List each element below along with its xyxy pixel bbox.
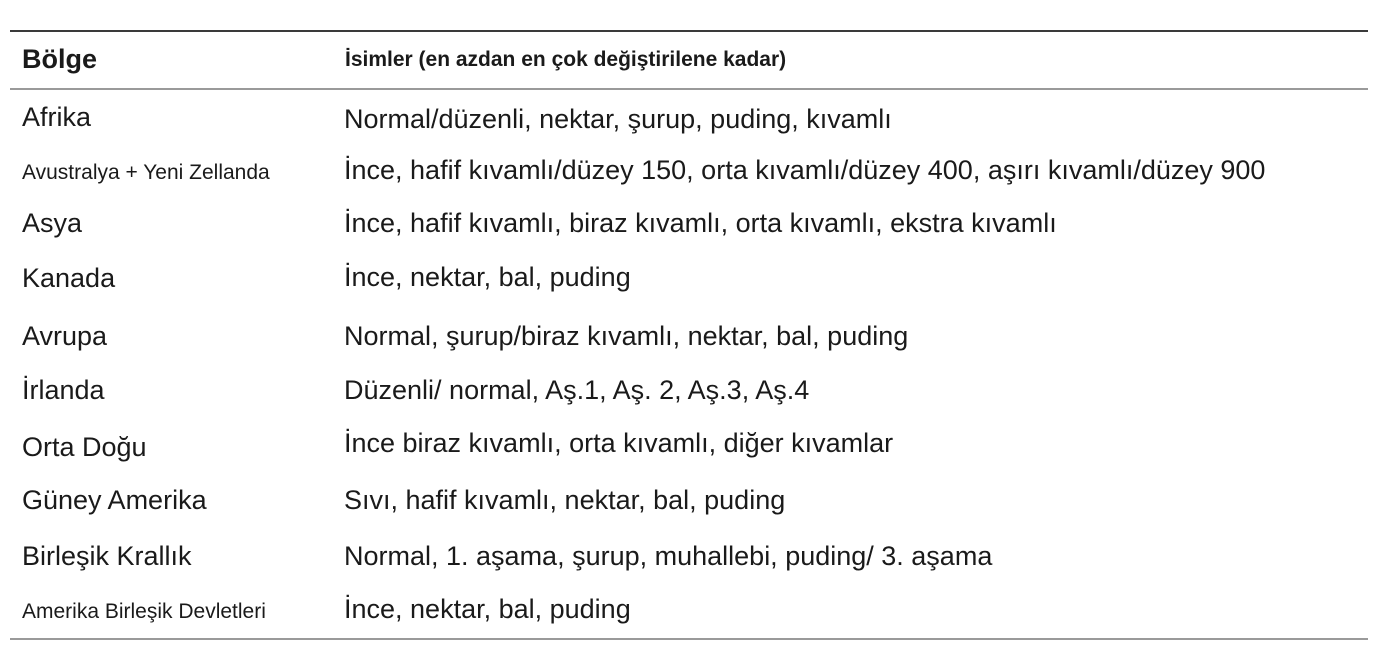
table-body [10,90,1368,638]
region-cell: Birleşik Krallık [22,541,192,571]
table-row [10,367,1368,421]
table-row [10,475,1368,529]
region-cell: Orta Doğu [22,432,147,462]
region-cell: Asya [22,208,83,238]
table-row [10,584,1368,638]
table-row [10,529,1368,583]
table-row [10,254,1368,308]
header-names: İsimler (en azdan en çok değiştirilene kadar) [345,48,787,71]
table-header-row [10,32,1368,88]
names-cell: Düzenli/ normal, Aş.1, Aş. 2, Aş.3, Aş.4 [344,375,810,405]
names-cell: İnce, nektar, bal, puding [344,594,631,624]
names-cell: Normal, şurup/biraz kıvamlı, nektar, bal, puding [344,321,909,351]
region-cell: İrlanda [22,375,105,405]
table-row [10,420,1368,474]
names-cell: İnce biraz kıvamlı, orta kıvamlı, diğer kıvamlar [344,428,894,458]
names-cell: İnce, nektar, bal, puding [344,262,631,292]
table-row [10,145,1368,199]
region-cell: Güney Amerika [22,485,207,515]
names-cell: İnce, hafif kıvamlı, biraz kıvamlı, orta kıvamlı, ekstra kıvamlı [344,208,1057,238]
region-cell: Kanada [22,263,116,293]
names-cell: Normal/düzenli, nektar, şurup, puding, kıvamlı [344,104,892,134]
names-cell: Normal, 1. aşama, şurup, muhallebi, puding/ 3. aşama [344,541,993,571]
header-region: Bölge [22,44,98,74]
region-cell: Amerika Birleşik Devletleri [22,600,266,623]
table-row [10,200,1368,254]
region-cell: Avustralya + Yeni Zellanda [22,161,270,184]
table-bottom-rule [10,638,1368,640]
names-cell: Sıvı, hafif kıvamlı, nektar, bal, puding [344,485,786,515]
consistency-names-table [10,30,1368,640]
region-cell: Afrika [22,102,92,132]
table-row [10,92,1368,146]
region-cell: Avrupa [22,321,108,351]
names-cell: İnce, hafif kıvamlı/düzey 150, orta kıvamlı/düzey 400, aşırı kıvamlı/düzey 900 [344,155,1266,185]
table-row [10,311,1368,365]
